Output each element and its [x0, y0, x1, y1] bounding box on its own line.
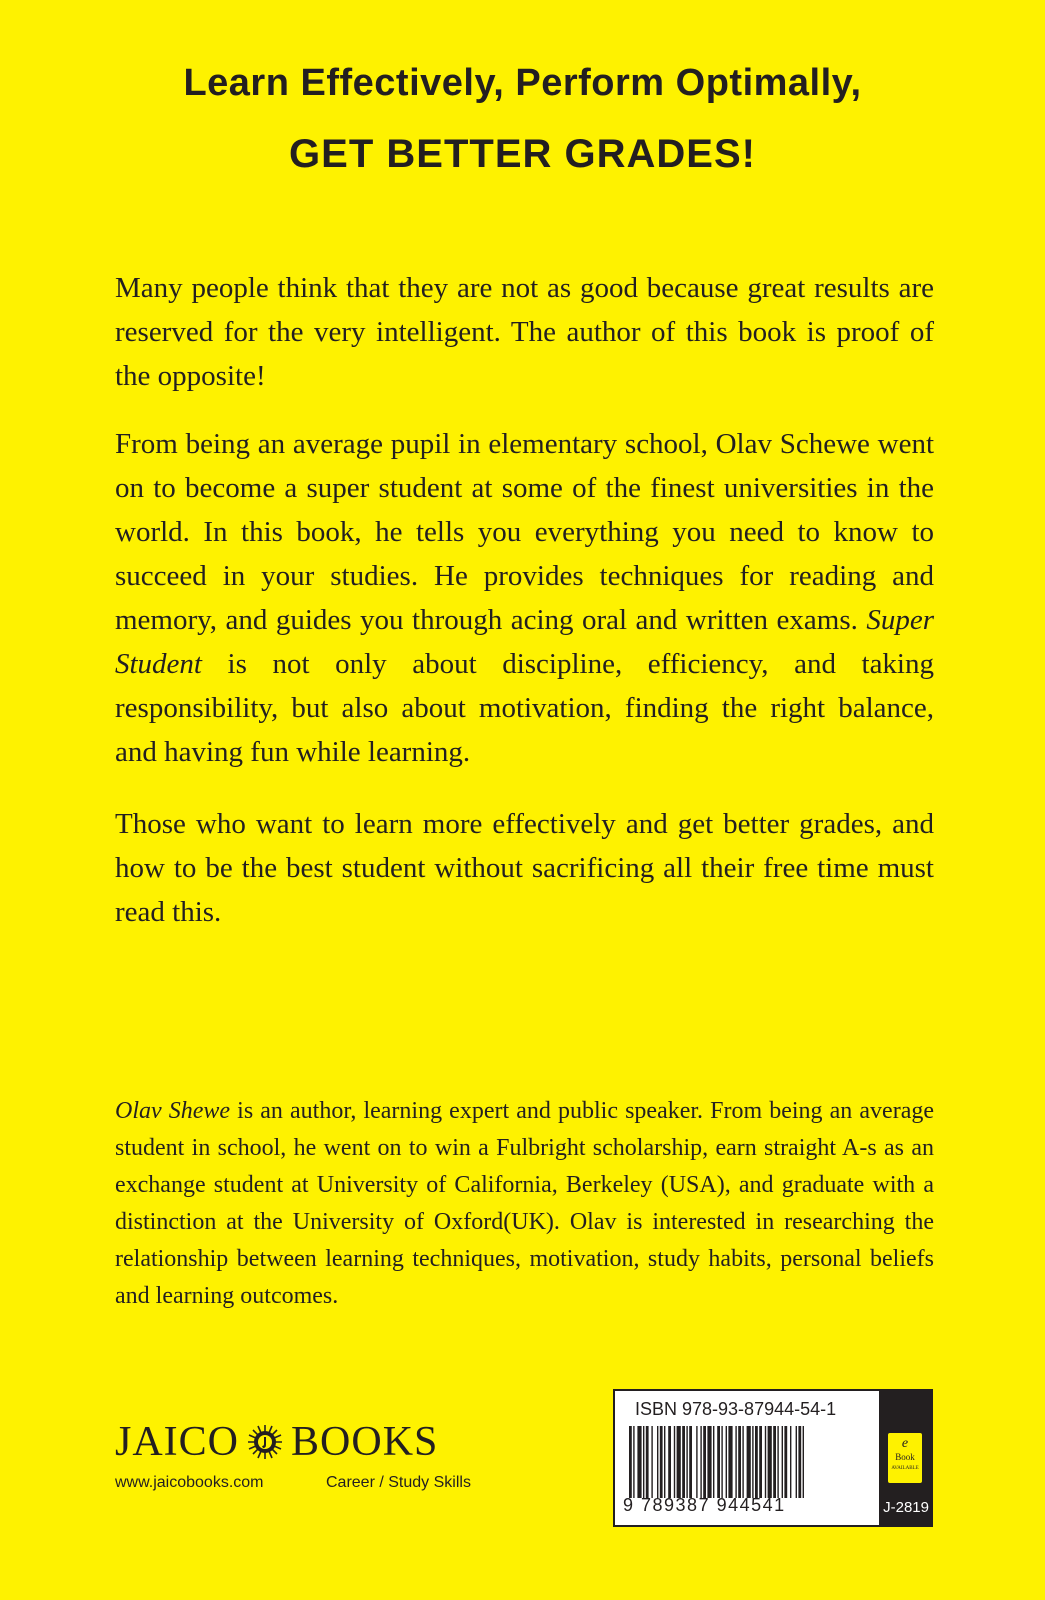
author-bio-text: is an author, learning expert and public speaker. From being an average student in school, he went on to win a Fulbright scholarship, earn straight A-s as an exchange student at University of California, Berkeley (USA), and graduate with a distinction at the University of Oxford(UK). Olav is interested in researching the relationship between learning techniques, motivation, study habits, personal beliefs and learning outcomes.: [115, 1098, 934, 1309]
headline-line-1: Learn Effectively, Perform Optimally,: [183, 62, 862, 104]
blurb-paragraph-2-text-end: is not only about discipline, efficiency, and taking responsibility, but also about motivation, finding the right balance, and having fun while learning.: [115, 648, 934, 768]
barcode-digits: 9 789387 944541: [623, 1495, 786, 1515]
headline-line-2: GET BETTER GRADES!: [289, 132, 756, 176]
publisher-website: www.jaicobooks.com: [115, 1474, 264, 1491]
publisher-name-right: BOOKS: [291, 1419, 439, 1465]
blurb-paragraph-2-text: From being an average pupil in elementary school, Olav Schewe went on to become a super student at some of the finest universities in the world. In this book, he tells you everything you need to know to succeed in your studies. He provides techniques for reading and memory, and guides you through acing oral and written exams.: [115, 428, 934, 636]
author-bio: [115, 1093, 934, 1315]
price-strip: [879, 1391, 931, 1525]
ebook-letter: e: [901, 1436, 909, 1451]
ebook-available-text: AVAILABLE: [891, 1466, 919, 1471]
author-name: Olav Shewe: [115, 1098, 231, 1124]
blurb-paragraph-1: Many people think that they are not as good because great results are reserved for the very intelligent. The author of this book is proof of the opposite!: [115, 272, 934, 392]
publisher-logo: [115, 1418, 438, 1466]
barcode-bars: [629, 1426, 861, 1498]
ebook-word: Book: [895, 1452, 915, 1462]
sun-emblem-icon: [247, 1424, 283, 1460]
publisher-name-left: JAICO: [115, 1419, 240, 1465]
isbn-label: ISBN 978-93-87944-54-1: [635, 1399, 837, 1419]
book-title-italic: Super Student: [115, 604, 934, 680]
book-category: Career / Study Skills: [326, 1474, 471, 1491]
ebook-available-badge: [888, 1433, 922, 1483]
blurb-paragraph-3: Those who want to learn more effectively and get better grades, and how to be the best student without sacrificing all their free time must read this.: [115, 808, 934, 928]
blurb-paragraph-2: [115, 422, 934, 774]
product-code: J-2819: [883, 1499, 929, 1516]
barcode-panel: [613, 1389, 933, 1527]
